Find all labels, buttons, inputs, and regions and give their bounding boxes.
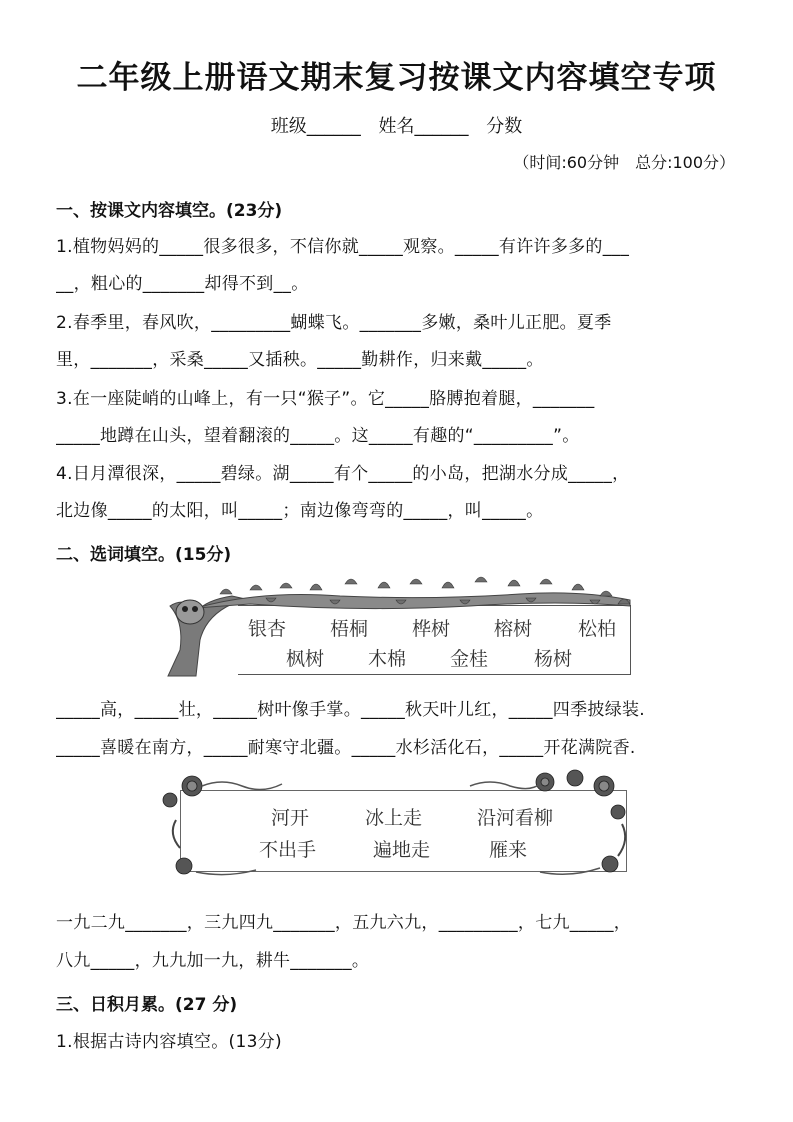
section-2-heading: 二、选词填空。(15分)	[56, 545, 232, 565]
tree-word: 枫树	[286, 648, 325, 670]
tree-fill-line: _____喜暖在南方，_____耐寒守北疆。_____水杉活化石，_____开花满院香.	[56, 738, 636, 758]
phrase-word: 河开	[271, 807, 310, 829]
phrase-fill-line: 一九二九_______，三九四九_______，五九六九，_________，七九_____，	[56, 913, 632, 933]
section-3-heading: 三、日积月累。(27 分)	[56, 995, 238, 1015]
section-1-line: __，粗心的_______却得不到__。	[56, 274, 309, 294]
score-field: 分数	[486, 116, 523, 137]
tree-word: 榕树	[494, 618, 533, 640]
name-field: 姓名______	[378, 116, 469, 137]
phrase-word: 不出手	[259, 839, 317, 861]
phrase-word: 雁来	[489, 839, 528, 861]
rose-icon	[163, 776, 202, 874]
section-1-line: 1.植物妈妈的_____很多很多，不信你就_____观察。_____有许许多多的___	[56, 237, 630, 257]
section-1-line: 里，_______，采桑_____又插秧。_____勤耕作，归来戴_____。	[56, 350, 544, 370]
section-1-line: 2.春季里，春风吹，_________蝴蝶飞。_______多嫩，桑叶儿正肥。夏季	[56, 313, 612, 333]
section-1-heading: 一、按课文内容填空。(23分)	[56, 201, 283, 221]
rose-icon	[536, 770, 625, 872]
phrase-fill-line: 八九_____，九九加一九，耕牛_______。	[56, 951, 370, 971]
class-field: 班级______	[270, 116, 361, 137]
section-1-line: 4.日月潭很深，_____碧绿。湖_____有个_____的小岛，把湖水分成_____，	[56, 464, 630, 484]
section-3-line: 1.根据古诗内容填空。(13分)	[56, 1032, 282, 1052]
time-score-note: （时间:60分钟 总分:100分）	[513, 153, 735, 172]
tree-word: 金桂	[450, 648, 489, 670]
phrase-word: 遍地走	[373, 839, 431, 861]
tree-fill-line: _____高，_____壮，_____树叶像手掌。_____秋天叶儿红，_____四季披绿装.	[56, 700, 646, 720]
phrase-word: 沿河看柳	[477, 807, 554, 829]
tree-word: 银杏	[248, 618, 287, 640]
section-1-line: 3.在一座陡峭的山峰上，有一只“猴子”。它_____胳膊抱着腿，_______	[56, 389, 595, 409]
tree-word: 松柏	[578, 618, 617, 640]
section-1-line: 北边像_____的太阳，叫_____；南边像弯弯的_____，叫_____。	[56, 501, 544, 521]
tree-word: 木棉	[368, 648, 407, 670]
tree-word: 桦树	[412, 618, 451, 640]
phrase-word: 冰上走	[365, 807, 423, 829]
vine-icon	[196, 782, 600, 875]
tree-word: 杨树	[534, 648, 573, 670]
tree-word: 梧桐	[330, 618, 369, 640]
page-title: 二年级上册语文期末复习按课文内容填空专项	[76, 60, 717, 96]
section-1-line: _____地蹲在山头，望着翻滚的_____。这_____有趣的“_________”。	[56, 426, 580, 446]
